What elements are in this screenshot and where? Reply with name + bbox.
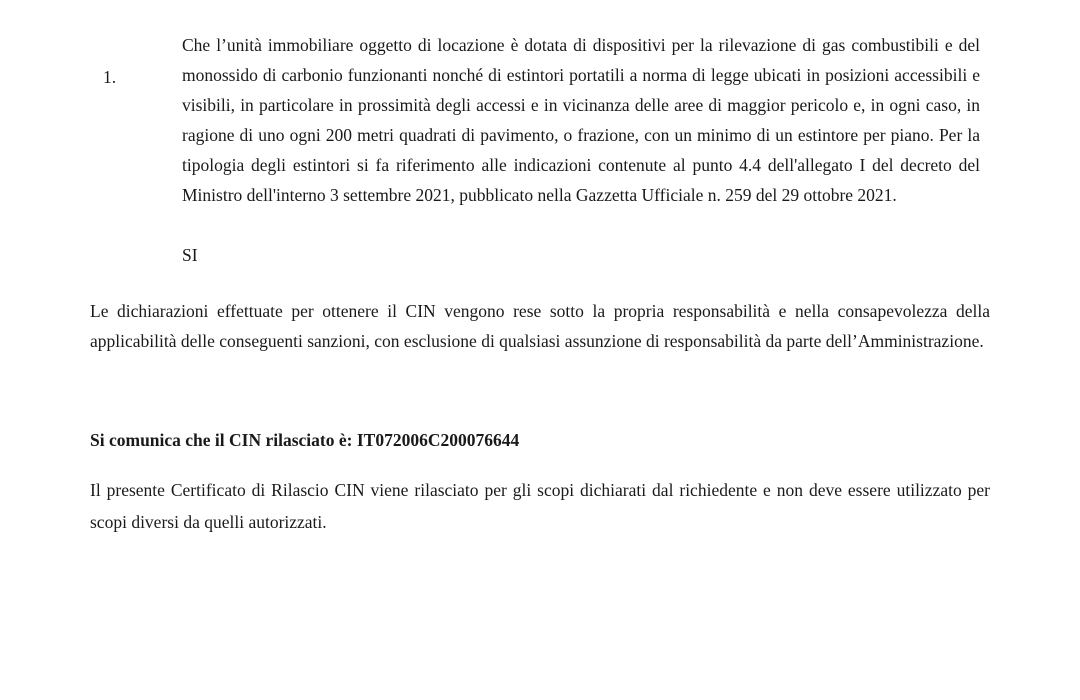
item-number: 1. [103,67,117,87]
cin-statement: Si comunica che il CIN rilasciato è: IT072006C200076644 [90,430,520,450]
item-answer: SI [182,245,198,265]
certificate-note-paragraph: Il presente Certificato di Rilascio CIN viene rilasciato per gli scopi dichiarati dal richiedente e non deve essere utilizzato per scopi diversi da quelli autorizzati. [90,480,990,532]
declaration-paragraph: Le dichiarazioni effettuate per ottenere il CIN vengono rese sotto la propria responsabilità e nella consapevolezza della applicabilità delle conseguenti sanzioni, con esclusione di qualsiasi assunzione di responsabilità da parte dell’Amministrazione. [90,301,990,351]
item-text: Che l’unità immobiliare oggetto di locazione è dotata di dispositivi per la rilevazione di gas combustibili e del monossido di carbonio funzionanti nonché di estintori portatili a norma di legge ubicati in posizioni accessibili e visibili, in particolare in prossimità degli accessi e in vicinanza delle aree di maggior pericolo e, in ogni caso, in ragione di uno ogni 200 metri quadrati di pavimento, o frazione, con un minimo di un estintore per piano. Per la tipologia degli estintori si fa riferimento alle indicazioni contenute al punto 4.4 dell'allegato I del decreto del Ministro dell'interno 3 settembre 2021, pubblicato nella Gazzetta Ufficiale n. 259 del 29 ottobre 2021. [182,35,980,205]
